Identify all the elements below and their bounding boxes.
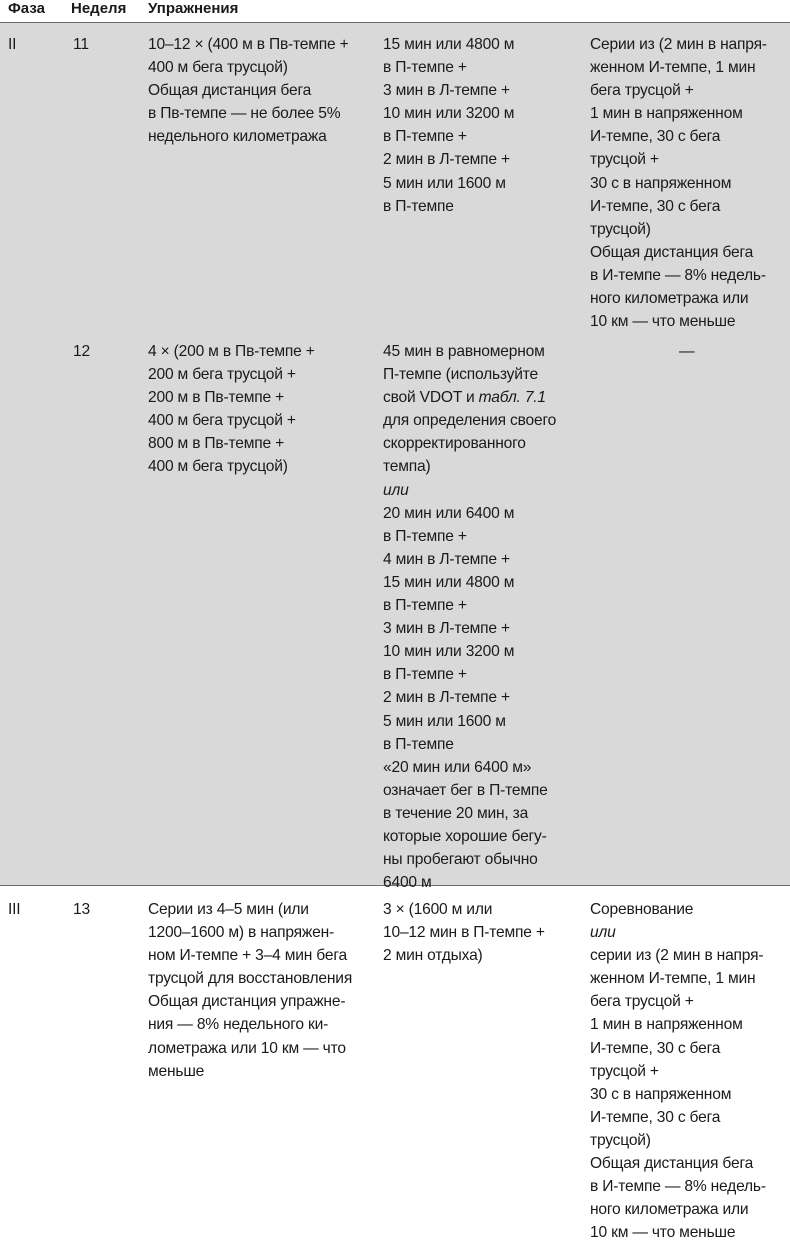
row-11-intervals: 10–12 × (400 м в Пв-темпе + 400 м бега трусцой) Общая дистанция бега в Пв-темпе — не более 5% недельного километража (148, 36, 349, 146)
header-week: Неделя (71, 0, 127, 17)
row-11-threshold: 15 мин или 4800 м в П-темпе + 3 мин в Л-темпе + 10 мин или 3200 м в П-темпе + 2 мин в Л-темпе + 5 мин или 1600 м в П-темпе (383, 36, 515, 215)
row-11-week: 11 (73, 36, 89, 53)
table-header (0, 0, 790, 22)
row-12-threshold (383, 340, 556, 894)
row-13-competition (590, 898, 766, 1244)
header-exercises: Упражнения (148, 0, 239, 17)
row-12-threshold-b: для определения своего скорректированного темпа) (383, 412, 557, 476)
row-13-threshold: 3 × (1600 м или 10–12 мин в П-темпе + 2 мин отдыха) (383, 901, 545, 965)
row-13-competition-b: серии из (2 мин в напря- женном И-темпе, 1 мин бега трусцой + 1 мин в напряженном И-темпе, 30 с бега трусцой + 30 с в напряженном И-темпе, 30 с бега трусцой) Общая дистанция бега в И-темпе — 8% недель- ного километража или 10 км — что меньше (590, 947, 766, 1242)
row-11-phase: II (8, 36, 17, 53)
row-12-week: 12 (73, 343, 90, 360)
row-12-threshold-c: 20 мин или 6400 м в П-темпе + 4 мин в Л-темпе + 15 мин или 4800 м в П-темпе + 3 мин в Л-темпе + 10 мин или 3200 м в П-темпе + 2 мин в Л-темпе + 5 мин или 1600 м в П-темпе «20 мин или 6400 м» означает бег в П-темпе в течение 20 мин, за которые хорошие бегу- ны пробегают обычно 6400 м (383, 504, 548, 892)
row-13-phase: III (8, 901, 21, 918)
row-13-intervals: Серии из 4–5 мин (или 1200–1600 м) в напряжен- ном И-темпе + 3–4 мин бега трусцой для восстановления Общая дистанция упражне- ния — 8% недельного ки- лометража или 10 км — что меньше (148, 901, 353, 1080)
or-connector: или (383, 481, 409, 499)
row-12-threshold-a: 45 мин в равномерном П-темпе (используйте свой VDOT и (383, 343, 545, 407)
row-12-empty-dash: — (679, 343, 695, 360)
row-12-intervals: 4 × (200 м в Пв-темпе + 200 м бега трусцой + 200 м в Пв-темпе + 400 м бега трусцой + 800 м в Пв-темпе + 400 м бега трусцой) (148, 343, 315, 476)
or-connector: или (590, 924, 616, 942)
row-13-competition-a: Соревнование (590, 901, 694, 918)
table-reference: табл. 7.1 (478, 389, 546, 407)
header-phase: Фаза (8, 0, 45, 17)
row-13-week: 13 (73, 901, 90, 918)
row-11-interval-series: Серии из (2 мин в напря- женном И-темпе, 1 мин бега трусцой + 1 мин в напряженном И-темпе, 30 с бега трусцой + 30 с в напряженном И-темпе, 30 с бега трусцой) Общая дистанция бега в И-темпе — 8% недель- ного километража или 10 км — что меньше (590, 36, 767, 331)
